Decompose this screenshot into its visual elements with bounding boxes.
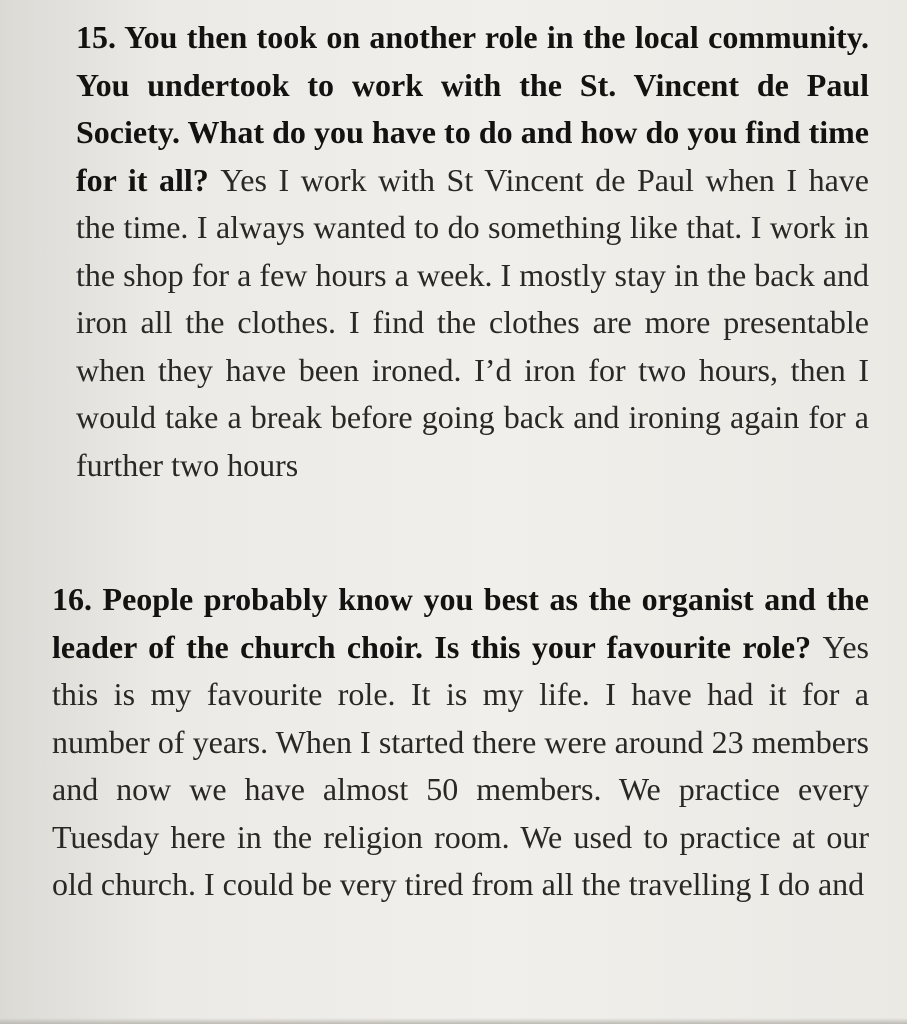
interview-item-15 <box>52 14 869 489</box>
interview-item-16 <box>52 576 869 909</box>
question-16: 16. People probably know you best as the organist and the leader of the church choir. Is this your favourite role? <box>52 581 869 665</box>
answer-15: Yes I work with St Vincent de Paul when I have the time. I always wanted to do something like that. I work in the shop for a few hours a week. I mostly stay in the back and iron all the clothes. I find the clothes are more presentable when they have been ironed. I’d iron for two hours, then I would take a break before going back and ironing again for a further two hours <box>76 161 870 483</box>
page-bottom-edge <box>0 1018 907 1024</box>
question-15: 15. You then took on another role in the local community. You undertook to work with the St. Vincent de Paul Society. What do you have to do and how do you find time for it all? <box>76 19 869 198</box>
answer-16: Yes this is my favourite role. It is my life. I have had it for a number of years. When I started there were around 23 members and now we have almost 50 members. We practice every Tuesday here in the religion room. We used to practice at our old church. I could be very tired from all the travelling I do and <box>52 628 869 902</box>
